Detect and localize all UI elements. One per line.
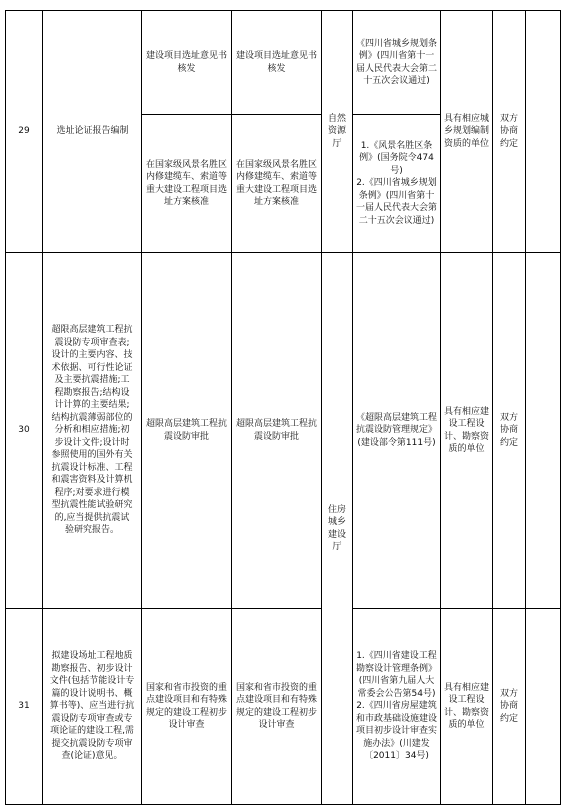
legal-basis: 《超限高层建筑工程抗震设防管理规定》(建设部令第111号): [353, 253, 441, 609]
approval-item: 国家和省市投资的重点建设项目和有特殊规定的建设工程初步设计审查: [142, 609, 232, 805]
legal-basis-item: 1.《风景名胜区条例》(国务院令474号): [359, 140, 434, 176]
row-number: 31: [6, 609, 43, 805]
charging-method: 双方协商约定: [493, 609, 526, 805]
service-item: 拟建设场址工程地质勘察报告、初步设计文件(包括节能设计专篇的设计说明书、概算书等)、应当进行抗震设防专项审查或专项论证的建设工程,需提交抗震设防专项审查(论证)意见。: [43, 609, 142, 805]
table-row: [6, 253, 561, 609]
legal-basis-item: 2.《四川省房屋建筑和市政基础设施建设项目初步设计审查实施办法》(川建发〔2011〕34号): [356, 701, 438, 762]
ministry-label: 自然资源厅: [327, 113, 346, 149]
legal-basis-item: 1.《四川省建设工程勘察设计管理条例》(四川省第九届人大常委会公告第54号): [356, 651, 438, 699]
approval-subitem: 国家和省市投资的重点建设项目和有特殊规定的建设工程初步设计审查: [232, 609, 322, 805]
remarks: [526, 11, 561, 253]
ministry-label: 住房城乡建设厅: [327, 504, 346, 552]
charging-method: 双方协商约定: [493, 11, 526, 253]
remarks: [526, 609, 561, 805]
charging-method: 双方协商约定: [493, 253, 526, 609]
legal-basis: 《四川省城乡规划条例》(四川省第十一届人民代表大会第二十五次会议通过): [353, 11, 441, 115]
approval-item: 在国家级风景名胜区内修建缆车、索道等重大建设工程项目选址方案核准: [142, 115, 232, 253]
qualified-unit: 具有相应城乡规划编制资质的单位: [441, 11, 493, 253]
table-row: [6, 609, 561, 805]
legal-basis-item: 2.《四川省城乡规划条例》(四川省第十一届人民代表大会第二十五次会议通过): [356, 178, 438, 226]
approval-subitem: 超限高层建筑工程抗震设防审批: [232, 253, 322, 609]
approval-subitem: 建设项目选址意见书核发: [232, 11, 322, 115]
service-items-table: [5, 10, 561, 805]
service-item: 超限高层建筑工程抗震设防专项审查表;设计的主要内容、技术依据、可行性论证及主要抗震措施;工程勘察报告;结构设计计算的主要结果;结构抗震薄弱部位的分析和相应措施;初步设计文件;设计时参照使用的国外有关抗震设计标准、工程和震害资料及计算机程序;对要求进行模型抗震性能试验研究的,应当提供抗震试验研究报告。: [43, 253, 142, 609]
row-number: 30: [6, 253, 43, 609]
legal-basis: [353, 115, 441, 253]
legal-basis: [353, 609, 441, 805]
service-item: 选址论证报告编制: [43, 11, 142, 253]
ministry: [322, 11, 353, 253]
remarks: [526, 253, 561, 609]
approval-subitem: 在国家级风景名胜区内修建缆车、索道等重大建设工程项目选址方案核准: [232, 115, 322, 253]
table-row: [6, 11, 561, 115]
row-number: 29: [6, 11, 43, 253]
qualified-unit: 具有相应建设工程设计、勘察资质的单位: [441, 253, 493, 609]
qualified-unit: 具有相应建设工程设计、勘察资质的单位: [441, 609, 493, 805]
ministry: [322, 253, 353, 805]
approval-item: 建设项目选址意见书核发: [142, 11, 232, 115]
approval-item: 超限高层建筑工程抗震设防审批: [142, 253, 232, 609]
